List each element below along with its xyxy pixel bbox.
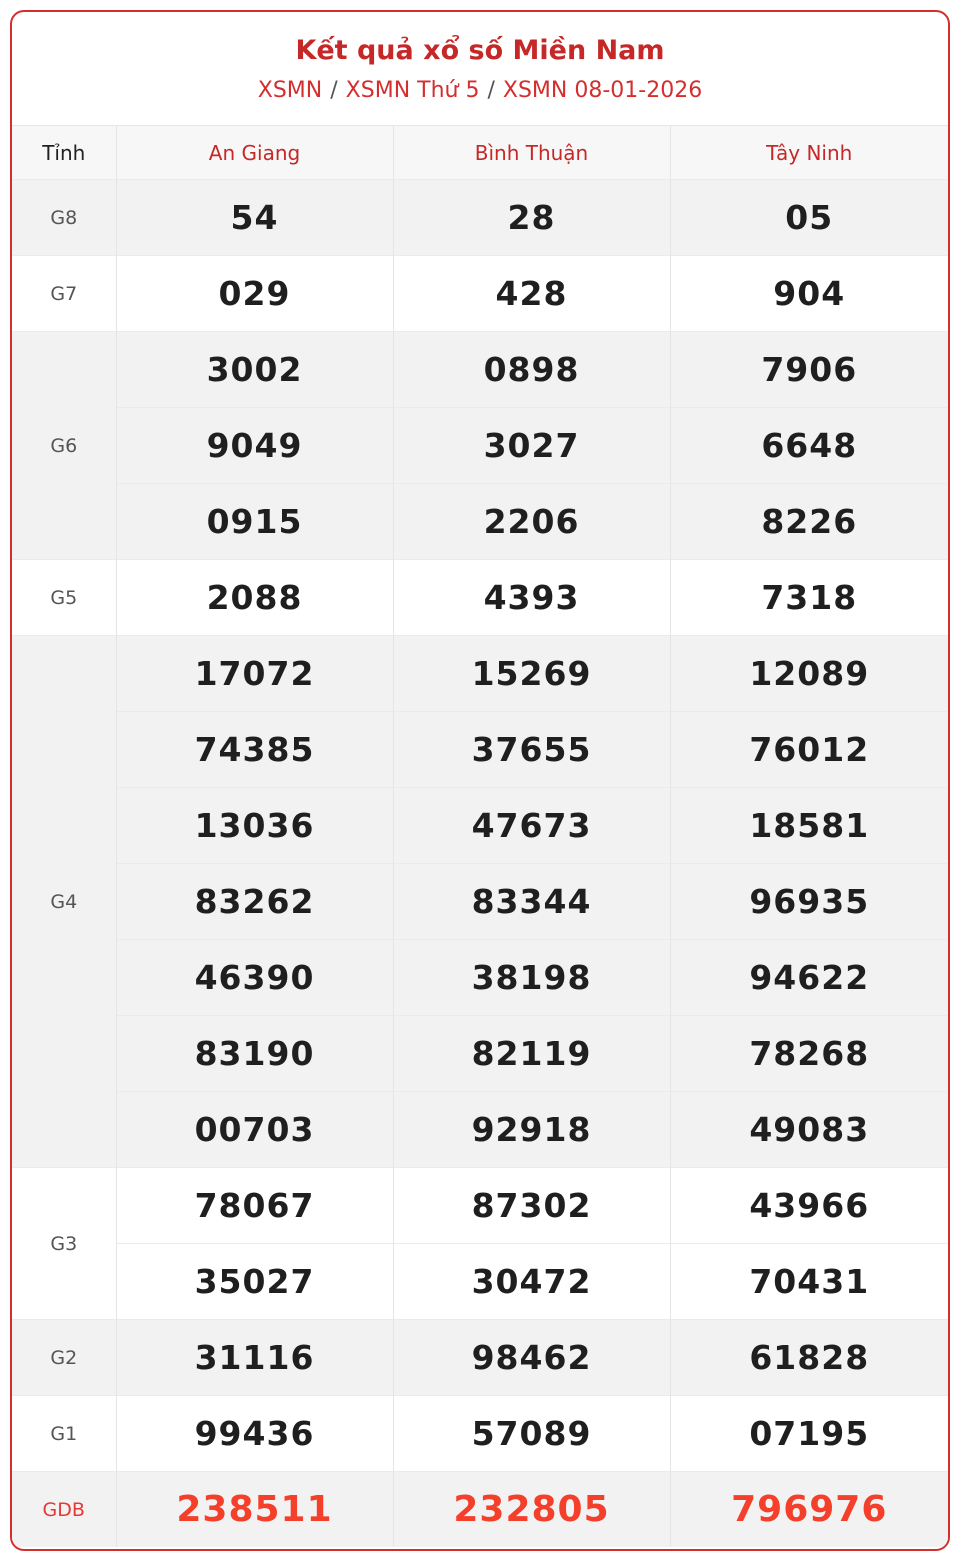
- table-row: [12, 1472, 948, 1548]
- prize-number: 15269: [393, 636, 670, 712]
- prize-number: 61828: [670, 1320, 948, 1396]
- page-title: Kết quả xổ số Miền Nam: [295, 35, 665, 66]
- prize-number: 18581: [670, 788, 948, 864]
- prize-number: 92918: [393, 1092, 670, 1168]
- prize-number: 4393: [393, 560, 670, 636]
- prize-number: 82119: [393, 1016, 670, 1092]
- table-row: [12, 1320, 948, 1396]
- prize-label: G2: [12, 1320, 116, 1396]
- results-table: [12, 125, 948, 1547]
- table-row: [12, 332, 948, 408]
- table-row: [12, 484, 948, 560]
- breadcrumb: [12, 76, 948, 106]
- table-row: [12, 1244, 948, 1320]
- column-header-an-giang[interactable]: An Giang: [116, 126, 393, 180]
- breadcrumb-separator: /: [330, 78, 338, 103]
- prize-label: G5: [12, 560, 116, 636]
- prize-number: 31116: [116, 1320, 393, 1396]
- special-prize-number: 238511: [116, 1472, 393, 1548]
- prize-number: 17072: [116, 636, 393, 712]
- special-prize-number: 796976: [670, 1472, 948, 1548]
- prize-label: G3: [12, 1168, 116, 1320]
- prize-number: 6648: [670, 408, 948, 484]
- prize-number: 78067: [116, 1168, 393, 1244]
- prize-number: 7906: [670, 332, 948, 408]
- prize-number: 904: [670, 256, 948, 332]
- table-row: [12, 180, 948, 256]
- prize-number: 74385: [116, 712, 393, 788]
- prize-number: 0915: [116, 484, 393, 560]
- table-row: [12, 1092, 948, 1168]
- prize-number: 12089: [670, 636, 948, 712]
- prize-number: 00703: [116, 1092, 393, 1168]
- breadcrumb-link-xsmn[interactable]: XSMN: [257, 78, 323, 103]
- prize-number: 83262: [116, 864, 393, 940]
- prize-label: GDB: [12, 1472, 116, 1548]
- prize-number: 46390: [116, 940, 393, 1016]
- prize-number: 029: [116, 256, 393, 332]
- table-row: [12, 940, 948, 1016]
- table-row: [12, 408, 948, 484]
- special-prize-number: 232805: [393, 1472, 670, 1548]
- table-row: [12, 1168, 948, 1244]
- prize-number: 13036: [116, 788, 393, 864]
- table-row: [12, 1396, 948, 1472]
- table-row: [12, 788, 948, 864]
- results-card: [10, 10, 950, 1551]
- table-row: [12, 1016, 948, 1092]
- column-header-province-label: Tỉnh: [12, 126, 116, 180]
- column-header-tay-ninh[interactable]: Tây Ninh: [670, 126, 948, 180]
- prize-number: 38198: [393, 940, 670, 1016]
- prize-label: G7: [12, 256, 116, 332]
- table-row: [12, 256, 948, 332]
- column-header-binh-thuan[interactable]: Bình Thuận: [393, 126, 670, 180]
- prize-number: 49083: [670, 1092, 948, 1168]
- prize-number: 28: [393, 180, 670, 256]
- prize-number: 2088: [116, 560, 393, 636]
- prize-number: 57089: [393, 1396, 670, 1472]
- prize-number: 94622: [670, 940, 948, 1016]
- prize-number: 2206: [393, 484, 670, 560]
- prize-number: 98462: [393, 1320, 670, 1396]
- prize-number: 96935: [670, 864, 948, 940]
- prize-number: 9049: [116, 408, 393, 484]
- prize-number: 37655: [393, 712, 670, 788]
- breadcrumb-link-weekday[interactable]: XSMN Thứ 5: [345, 78, 480, 103]
- prize-number: 76012: [670, 712, 948, 788]
- table-row: [12, 636, 948, 712]
- prize-number: 30472: [393, 1244, 670, 1320]
- prize-number: 54: [116, 180, 393, 256]
- prize-number: 70431: [670, 1244, 948, 1320]
- prize-number: 3002: [116, 332, 393, 408]
- prize-number: 78268: [670, 1016, 948, 1092]
- table-row: [12, 560, 948, 636]
- prize-number: 35027: [116, 1244, 393, 1320]
- prize-number: 87302: [393, 1168, 670, 1244]
- prize-number: 83344: [393, 864, 670, 940]
- table-row: [12, 864, 948, 940]
- prize-number: 07195: [670, 1396, 948, 1472]
- prize-number: 83190: [116, 1016, 393, 1092]
- prize-number: 05: [670, 180, 948, 256]
- prize-number: 3027: [393, 408, 670, 484]
- prize-number: 428: [393, 256, 670, 332]
- prize-label: G6: [12, 332, 116, 560]
- prize-number: 99436: [116, 1396, 393, 1472]
- table-header-row: [12, 126, 948, 180]
- breadcrumb-separator: /: [487, 78, 495, 103]
- prize-label: G1: [12, 1396, 116, 1472]
- results-header: [12, 12, 948, 125]
- prize-number: 0898: [393, 332, 670, 408]
- prize-number: 47673: [393, 788, 670, 864]
- prize-label: G4: [12, 636, 116, 1168]
- prize-number: 7318: [670, 560, 948, 636]
- prize-number: 8226: [670, 484, 948, 560]
- prize-number: 43966: [670, 1168, 948, 1244]
- results-body: [12, 180, 948, 1548]
- breadcrumb-link-date[interactable]: XSMN 08-01-2026: [502, 78, 703, 103]
- prize-label: G8: [12, 180, 116, 256]
- table-row: [12, 712, 948, 788]
